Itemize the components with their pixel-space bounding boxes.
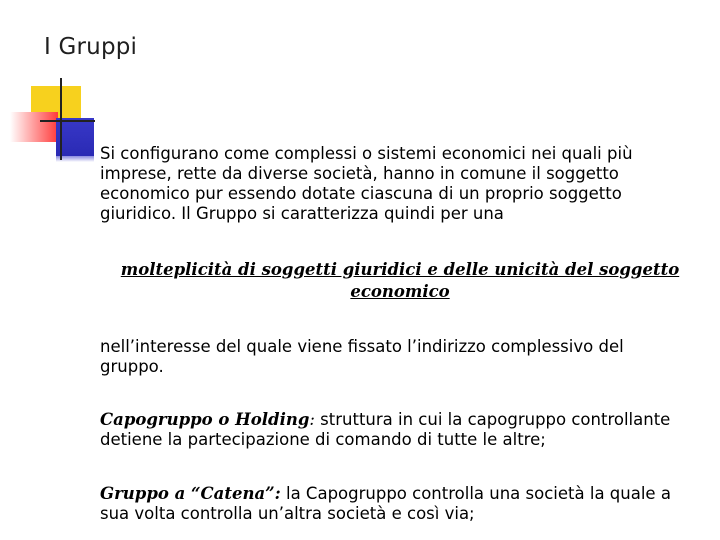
definition-term: Gruppo a “Catena”:	[100, 484, 281, 503]
intro-paragraph: Si configurano come complessi o sistemi economici nei quali più imprese, rette da diverse società, hanno in comune il soggetto economico pur essendo dotate ciascuna di un proprio soggetto giuridico. Il Gruppo si caratterizza quindi per una	[100, 144, 633, 223]
slide-title: I Gruppi	[44, 34, 138, 60]
definition-chain	[100, 484, 700, 524]
definition-separator: :	[309, 410, 315, 429]
emphasis-statement: molteplicità di soggetti giuridici e delle unicità del soggetto economico	[120, 260, 680, 301]
logo-horizontal-line	[40, 120, 95, 122]
slide-logo	[0, 0, 110, 170]
definition-holding	[100, 410, 700, 450]
interest-paragraph: nell’interesse del quale viene fissato l’indirizzo complessivo del gruppo.	[100, 337, 624, 376]
definition-term: Capogruppo o Holding	[100, 410, 310, 429]
definition-text: struttura in cui la capogruppo controllante detiene la partecipazione di comando di tutte le altre;	[100, 410, 671, 449]
logo-vertical-line	[60, 78, 62, 160]
definition-text: la Capogruppo controlla una società la quale a sua volta controlla un’altra società e così via;	[100, 484, 671, 523]
logo-red-square	[10, 112, 58, 142]
